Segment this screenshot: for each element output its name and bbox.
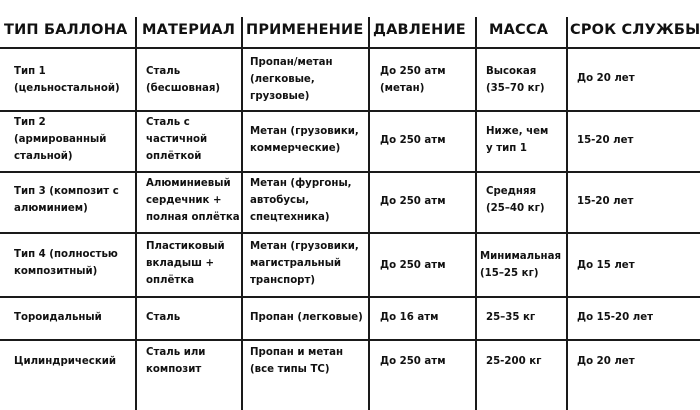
cell-type: Тороидальный	[14, 312, 102, 323]
row-divider	[0, 47, 700, 49]
cell-mass: Ниже, чем у тип 1	[486, 126, 549, 154]
cell-pressure: До 250 атм	[380, 260, 446, 271]
cell-mass: 25-200 кг	[486, 356, 542, 367]
column-divider	[566, 17, 568, 410]
cell-mass: Высокая (35–70 кг)	[486, 66, 545, 94]
cell-material: Сталь	[146, 312, 181, 323]
cell-life: До 15 лет	[577, 260, 635, 271]
column-header-life: СРОК СЛУЖБЫ	[570, 22, 700, 38]
column-divider	[135, 17, 137, 410]
row-divider	[0, 110, 700, 112]
cell-life: 15-20 лет	[577, 196, 634, 207]
cell-usage: Метан (грузовики, коммерческие)	[250, 126, 359, 154]
cell-material: Пластиковый вкладыш + оплётка	[146, 241, 225, 286]
column-divider	[475, 17, 477, 410]
cell-pressure: До 250 атм	[380, 356, 446, 367]
row-divider	[0, 171, 700, 173]
cell-material: Сталь (бесшовная)	[146, 66, 221, 94]
cell-material: Сталь с частичной оплёткой	[146, 117, 208, 162]
cell-pressure: До 250 атм	[380, 135, 446, 146]
cell-life: До 15-20 лет	[577, 312, 654, 323]
cell-usage: Метан (фургоны, автобусы, спецтехника)	[250, 178, 352, 223]
cell-pressure: До 250 атм (метан)	[380, 66, 446, 94]
column-divider	[368, 17, 370, 410]
cell-pressure: До 16 атм	[380, 312, 439, 323]
column-header-material: МАТЕРИАЛ	[142, 22, 236, 38]
row-divider	[0, 339, 700, 341]
cell-life: До 20 лет	[577, 356, 635, 367]
row-divider	[0, 232, 700, 234]
row-divider	[0, 296, 700, 298]
cell-usage: Пропан (легковые)	[250, 312, 363, 323]
cell-mass: 25–35 кг	[486, 312, 536, 323]
column-divider	[241, 17, 243, 410]
column-header-pressure: ДАВЛЕНИЕ	[373, 22, 466, 38]
cell-pressure: До 250 атм	[380, 196, 446, 207]
cell-type: Тип 1 (цельностальной)	[14, 66, 120, 94]
cell-type: Тип 3 (композит с алюминием)	[14, 186, 119, 214]
cell-usage: Метан (грузовики, магистральный транспорт)	[250, 241, 359, 286]
cell-type: Тип 2 (армированный стальной)	[14, 117, 107, 162]
cell-life: 15-20 лет	[577, 135, 634, 146]
cell-mass: Минимальная (15–25 кг)	[480, 251, 562, 279]
cell-material: Сталь или композит	[146, 347, 206, 375]
column-header-usage: ПРИМЕНЕНИЕ	[246, 22, 364, 38]
cell-material: Алюминиевый сердечник + полная оплётка	[146, 178, 240, 223]
cell-type: Тип 4 (полностью композитный)	[14, 249, 118, 277]
cell-type: Цилиндрический	[14, 356, 117, 367]
column-header-mass: МАССА	[489, 22, 549, 38]
cell-usage: Пропан и метан (все типы ТС)	[250, 347, 344, 375]
cell-usage: Пропан/метан (легковые, грузовые)	[250, 57, 333, 102]
cell-mass: Средняя (25–40 кг)	[486, 186, 545, 214]
cell-life: До 20 лет	[577, 73, 635, 84]
column-header-type: ТИП БАЛЛОНА	[4, 22, 128, 38]
